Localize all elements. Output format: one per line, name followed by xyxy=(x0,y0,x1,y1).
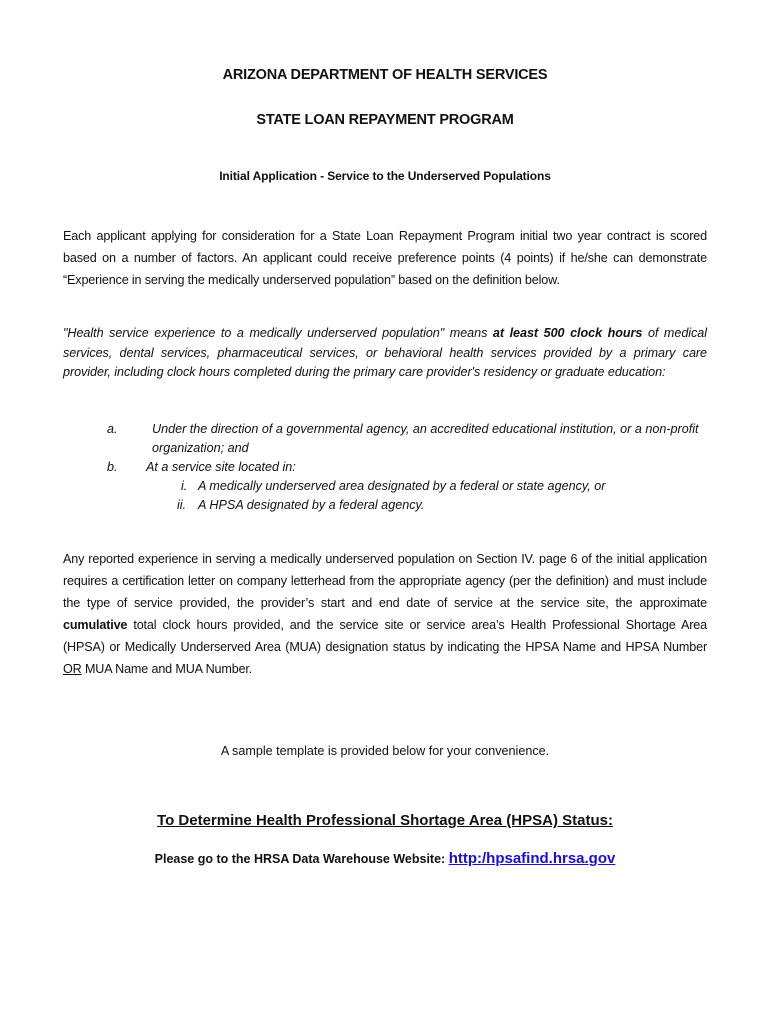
list-marker-b: b. xyxy=(107,460,118,474)
requirements-paragraph xyxy=(63,548,707,680)
department-heading: ARIZONA DEPARTMENT OF HEALTH SERVICES xyxy=(222,67,548,83)
requirements-text-1: Any reported experience in serving a medically underserved population on Section IV. page 6 of the initial application requires a certification letter on company letterhead from the appropriate agency (per the definition) and must include the type of service provided, the provider’s start and end date of service at the service site, the approximate xyxy=(63,552,707,610)
intro-paragraph: Each applicant applying for consideration for a State Loan Repayment Program initial two year contract is scored based on a number of factors. An applicant could receive preference points (4 points) if he/she can demonstrate “Experience in serving the medically underserved population” based on the definition below. xyxy=(63,229,707,287)
list-item-a: Under the direction of a governmental agency, an accredited educational institution, or a non-profit organization; and xyxy=(152,422,699,455)
definition-bold-hours: at least 500 clock hours xyxy=(492,326,643,340)
hrsa-website-link[interactable]: http:/hpsafind.hrsa.gov xyxy=(448,850,616,867)
definition-text-2: of medical services, dental services, pharmaceutical services, or behavioral health services provided by a primary care provider, including clock hours completed during the primary care provider's residency or graduate education: xyxy=(63,326,707,379)
sublist-item-ii: A HPSA designated by a federal agency. xyxy=(198,498,425,512)
hpsa-section-title: To Determine Health Professional Shortage Area (HPSA) Status: xyxy=(157,812,613,829)
requirements-underlined-or: OR xyxy=(63,662,82,676)
requirements-text-3: MUA Name and MUA Number. xyxy=(81,662,253,676)
sample-template-note: A sample template is provided below for your convenience. xyxy=(220,744,550,758)
sublist-marker-i: i. xyxy=(181,479,188,493)
definition-text-1: "Health service experience to a medically underserved population" means xyxy=(63,326,493,340)
definition-paragraph xyxy=(63,324,707,383)
hpsa-instruction-text: Please go to the HRSA Data Warehouse Website: xyxy=(154,852,449,866)
list-marker-a: a. xyxy=(107,422,118,436)
requirements-text-2: total clock hours provided, and the service site or service area’s Health Professional Shortage Area (HPSA) or Medically Underserved Area (MUA) designation status by indicating the HPSA Name and HPSA Number xyxy=(63,618,707,654)
sublist-marker-ii: ii. xyxy=(177,498,187,512)
requirements-bold-cumulative: cumulative xyxy=(63,618,128,632)
list-item-b: At a service site located in: xyxy=(146,460,296,474)
hpsa-instruction xyxy=(0,850,770,867)
application-subtitle: Initial Application - Service to the Underserved Populations xyxy=(219,169,551,183)
sublist-item-i: A medically underserved area designated by a federal or state agency, or xyxy=(198,479,606,493)
program-heading: STATE LOAN REPAYMENT PROGRAM xyxy=(256,112,514,128)
